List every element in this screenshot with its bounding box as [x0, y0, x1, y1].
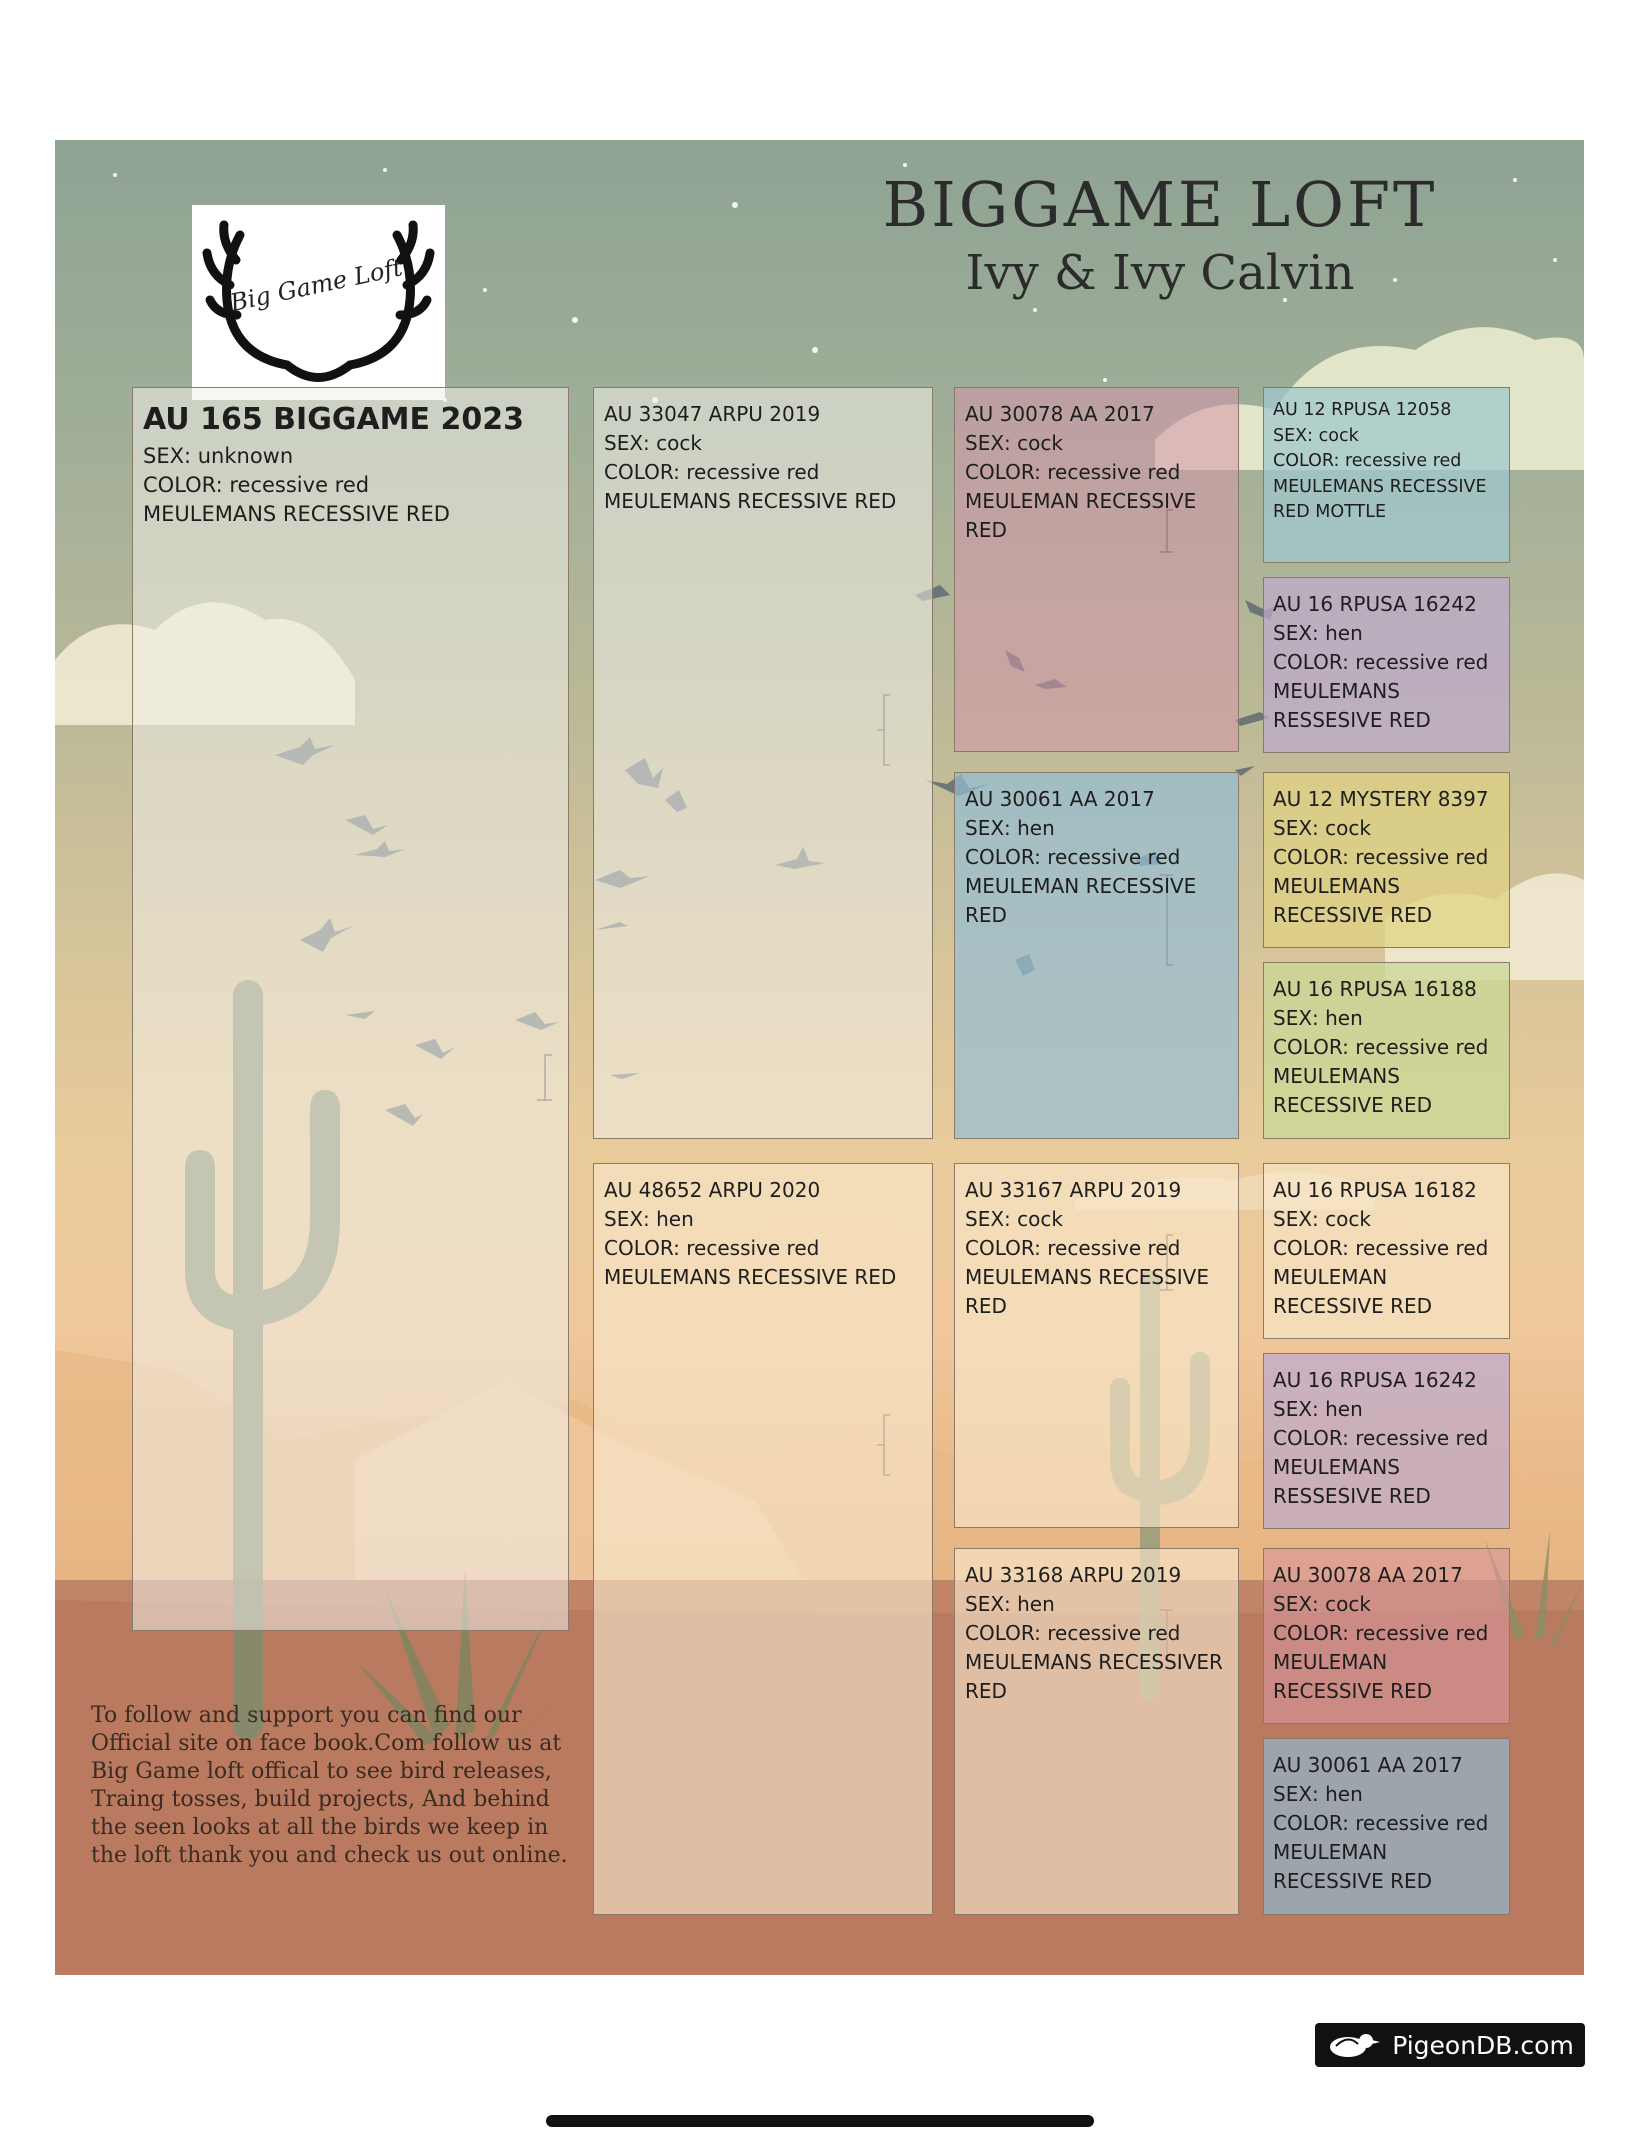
great-grandparent-card [1263, 1353, 1510, 1529]
grandparent-strain: MEULEMAN RECESSIVE RED [965, 489, 1197, 542]
great-grandparent-color: COLOR: recessive red [1273, 1621, 1489, 1645]
grandparent-strain: MEULEMAN RECESSIVE RED [965, 874, 1197, 927]
dam-card [593, 1163, 933, 1915]
grandparent-band: AU 33167 ARPU 2019 [965, 1178, 1182, 1202]
great-grandparent-card [1263, 1163, 1510, 1339]
great-grandparent-color: COLOR: recessive red [1273, 650, 1489, 674]
great-grandparent-band: AU 12 RPUSA 12058 [1273, 400, 1452, 420]
grandparent-color: COLOR: recessive red [965, 460, 1181, 484]
great-grandparent-sex: SEX: cock [1273, 1592, 1371, 1616]
great-grandparent-strain: MEULEMANS RECESSIVE RED [1273, 874, 1433, 927]
great-grandparent-color: COLOR: recessive red [1273, 1035, 1489, 1059]
great-grandparent-band: AU 30078 AA 2017 [1273, 1563, 1463, 1587]
great-grandparent-sex: SEX: hen [1273, 1397, 1363, 1421]
great-grandparent-card [1263, 1548, 1510, 1724]
great-grandparent-color: COLOR: recessive red [1273, 451, 1462, 471]
great-grandparent-strain: MEULEMANS RECESSIVE RED [1273, 1064, 1433, 1117]
grandparent-strain: MEULEMANS RECESSIVE RED [965, 1265, 1210, 1318]
great-grandparent-sex: SEX: hen [1273, 1006, 1363, 1030]
sire-color: COLOR: recessive red [604, 460, 820, 484]
grandparent-color: COLOR: recessive red [965, 845, 1181, 869]
sire-band: AU 33047 ARPU 2019 [604, 402, 821, 426]
grandparent-card [954, 772, 1239, 1139]
great-grandparent-color: COLOR: recessive red [1273, 845, 1489, 869]
grandparent-card [954, 1163, 1239, 1528]
great-grandparent-card [1263, 1738, 1510, 1915]
grandparent-card [954, 1548, 1239, 1915]
great-grandparent-strain: MEULEMAN RECESSIVE RED [1273, 1265, 1433, 1318]
grandparent-band: AU 30078 AA 2017 [965, 402, 1155, 426]
dam-strain: MEULEMANS RECESSIVE RED [604, 1265, 897, 1289]
pigeon-icon [1326, 2030, 1382, 2060]
great-grandparent-band: AU 30061 AA 2017 [1273, 1753, 1463, 1777]
great-grandparent-band: AU 16 RPUSA 16242 [1273, 592, 1477, 616]
great-grandparent-band: AU 12 MYSTERY 8397 [1273, 787, 1489, 811]
great-grandparent-strain: MEULEMANS RESSESIVE RED [1273, 679, 1431, 732]
great-grandparent-color: COLOR: recessive red [1273, 1426, 1489, 1450]
brand-label: PigeonDB.com [1392, 2030, 1574, 2060]
great-grandparent-band: AU 16 RPUSA 16182 [1273, 1178, 1477, 1202]
great-grandparent-sex: SEX: hen [1273, 1782, 1363, 1806]
pigeondb-badge[interactable] [1315, 2023, 1585, 2067]
dam-band: AU 48652 ARPU 2020 [604, 1178, 821, 1202]
dam-color: COLOR: recessive red [604, 1236, 820, 1260]
grandparent-sex: SEX: cock [965, 431, 1063, 455]
grandparent-strain: MEULEMANS RECESSIVER RED [965, 1650, 1223, 1703]
subject-sex: SEX: unknown [143, 444, 294, 468]
grandparent-color: COLOR: recessive red [965, 1236, 1181, 1260]
great-grandparent-strain: MEULEMANS RESSESIVE RED [1273, 1455, 1431, 1508]
logo-lettering: Big Game Loft [227, 253, 405, 318]
great-grandparent-color: COLOR: recessive red [1273, 1811, 1489, 1835]
great-grandparent-strain: MEULEMANS RECESSIVE RED MOTTLE [1273, 476, 1487, 522]
great-grandparent-color: COLOR: recessive red [1273, 1236, 1489, 1260]
grandparent-band: AU 30061 AA 2017 [965, 787, 1155, 811]
home-indicator[interactable] [546, 2115, 1094, 2127]
great-grandparent-card [1263, 387, 1510, 563]
dam-sex: SEX: hen [604, 1207, 694, 1231]
great-grandparent-band: AU 16 RPUSA 16188 [1273, 977, 1477, 1001]
great-grandparent-sex: SEX: cock [1273, 816, 1371, 840]
loft-title: BIGGAME LOFT [882, 168, 1438, 241]
owner-names: Ivy & Ivy Calvin [965, 245, 1355, 301]
subject-strain: MEULEMANS RECESSIVE RED [143, 502, 450, 526]
great-grandparent-sex: SEX: hen [1273, 621, 1363, 645]
great-grandparent-strain: MEULEMAN RECESSIVE RED [1273, 1840, 1433, 1893]
great-grandparent-strain: MEULEMAN RECESSIVE RED [1273, 1650, 1433, 1703]
great-grandparent-card [1263, 962, 1510, 1139]
great-grandparent-sex: SEX: cock [1273, 1207, 1371, 1231]
grandparent-color: COLOR: recessive red [965, 1621, 1181, 1645]
grandparent-card [954, 387, 1239, 752]
great-grandparent-sex: SEX: cock [1273, 425, 1359, 446]
grandparent-sex: SEX: hen [965, 1592, 1055, 1616]
great-grandparent-card [1263, 772, 1510, 948]
subject-bird-card [132, 387, 569, 1631]
great-grandparent-band: AU 16 RPUSA 16242 [1273, 1368, 1477, 1392]
great-grandparent-card [1263, 577, 1510, 753]
loft-footer-note: To follow and support you can find our Official site on face book.Com follow us at Big Game loft offical to see bird releases, Traing tosses, build projects, And behind the seen looks at all the birds we keep in the loft thank you and check us out online. [91, 1703, 568, 1868]
grandparent-sex: SEX: cock [965, 1207, 1063, 1231]
subject-color: COLOR: recessive red [143, 473, 370, 497]
grandparent-band: AU 33168 ARPU 2019 [965, 1563, 1182, 1587]
sire-card [593, 387, 933, 1139]
pedigree-poster [55, 140, 1584, 1975]
subject-band: AU 165 BIGGAME 2023 [143, 402, 524, 437]
sire-sex: SEX: cock [604, 431, 702, 455]
sire-strain: MEULEMANS RECESSIVE RED [604, 489, 897, 513]
grandparent-sex: SEX: hen [965, 816, 1055, 840]
